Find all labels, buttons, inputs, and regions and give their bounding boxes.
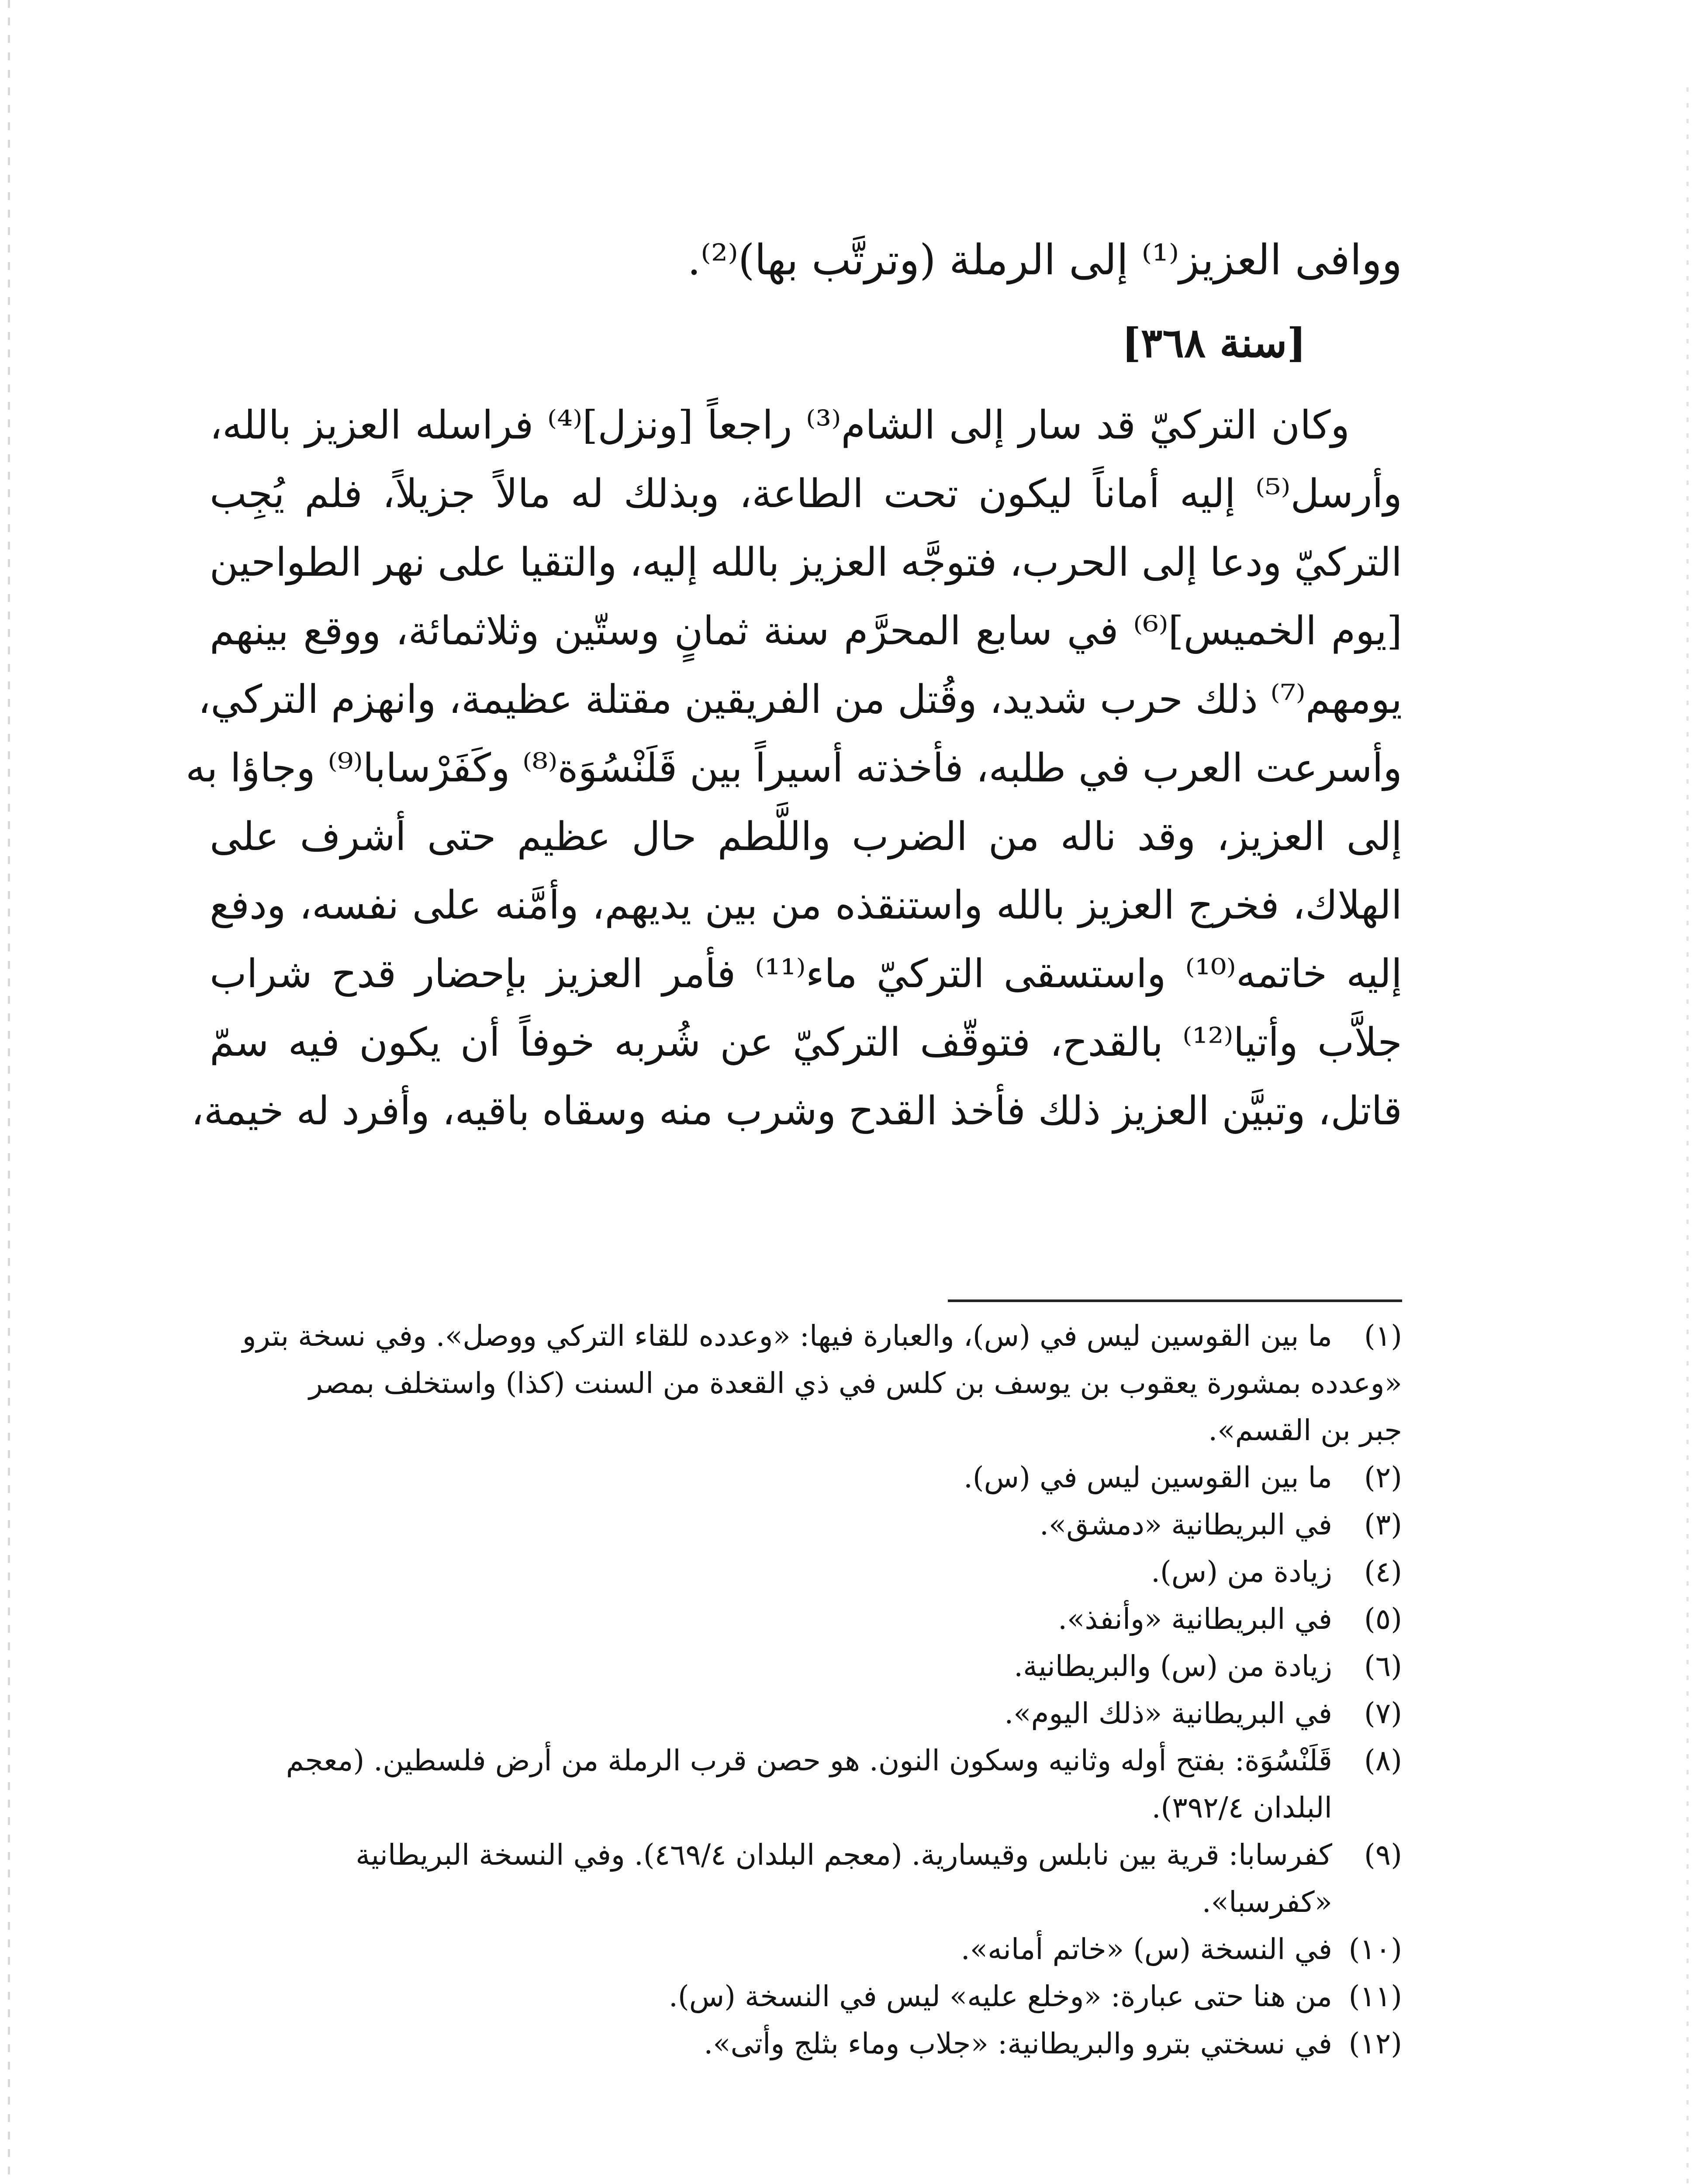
footnote-number: (٨) xyxy=(1364,1744,1402,1777)
intro-line: ووافى العزيز⁽¹⁾ إلى الرملة (وترتَّب بها)⁽²⁾. xyxy=(687,235,1402,284)
body-line: الهلاك، فخرج العزيز بالله واستنقذه من بين يديهم، وأمَّنه على نفسه، ودفع xyxy=(210,882,1402,928)
footnote-number: (٣) xyxy=(1364,1508,1402,1541)
body-paragraph xyxy=(185,391,1403,1145)
footnote xyxy=(210,1313,1402,1454)
footnote-number: (٧) xyxy=(1364,1697,1402,1730)
footnote xyxy=(210,1926,1402,1973)
body-line: إلى العزيز، وقد ناله من الضرب واللَّطم حال عظيم حتى أشرف على xyxy=(210,814,1402,860)
footnote-text xyxy=(210,1737,1332,1832)
footnote-line: قَلَنْسُوَة: بفتح أوله وثانيه وسكون النون. هو حصن قرب الرملة من أرض فلسطين. (معجم xyxy=(286,1744,1332,1777)
footnote-line: ما بين القوسين ليس في (س)، والعبارة فيها: «وعدده للقاء التركي ووصل». وفي نسخة بترو xyxy=(242,1319,1332,1353)
footnote-line: كفرسابا: قرية بين نابلس وقيسارية. (معجم البلدان ٤٦٩/٤). وفي النسخة البريطانية xyxy=(356,1838,1332,1872)
footnote-line: «كفرسبا». xyxy=(1202,1885,1332,1919)
footnote-text xyxy=(210,1832,1332,1926)
body-line: يومهم⁽⁷⁾ ذلك حرب شديد، وقُتل من الفريقين مقتلة عظيمة، وانهزم التركي، xyxy=(198,677,1402,722)
footnote-number: (٦) xyxy=(1364,1649,1402,1683)
footnote-number: (١٢) xyxy=(1348,2027,1402,2060)
footnote-number: (١١) xyxy=(1348,1980,1402,2013)
footnote xyxy=(210,2020,1402,2067)
body-line: [يوم الخميس]⁽⁶⁾ في سابع المحرَّم سنة ثمانٍ وستّين وثلاثمائة، ووقع بينهم xyxy=(210,608,1403,654)
footnote-text: من هنا حتى عبارة: «وخلع عليه» ليس في النسخة (س). xyxy=(669,1980,1332,2013)
footnote-line: «وعدده بمشورة يعقوب بن يوسف بن كلس في ذي القعدة من السنت (كذا) واستخلف بمصر xyxy=(309,1366,1402,1400)
body-line: قاتل، وتبيَّن العزيز ذلك فأخذ القدح وشرب منه وسقاه باقيه، وأفرد له خيمة، xyxy=(191,1088,1402,1134)
footnote-text: زيادة من (س) والبريطانية. xyxy=(1014,1649,1332,1683)
footnote-text: في البريطانية «وأنفذ». xyxy=(1058,1602,1332,1636)
footnote-text xyxy=(210,1313,1402,1454)
footnote xyxy=(210,1548,1402,1596)
year-heading: [سنة ٣٦٨] xyxy=(1122,319,1306,366)
footnote-text: ما بين القوسين ليس في (س). xyxy=(963,1461,1332,1494)
footnote-line: البلدان ٣٩٢/٤). xyxy=(1151,1791,1332,1825)
footnote-separator xyxy=(948,1299,1402,1302)
footnote xyxy=(210,1596,1402,1643)
body-line: وأرسل⁽⁵⁾ إليه أماناً ليكون تحت الطاعة، وبذلك له مالاً جزيلاً، فلم يُجِب xyxy=(210,471,1402,517)
footnote xyxy=(210,1737,1402,1832)
scan-edge-left xyxy=(8,0,10,2184)
footnote xyxy=(210,1690,1402,1737)
body-line: إليه خاتمه⁽¹⁰⁾ واستسقى التركيّ ماء⁽¹¹⁾ فأمر العزيز بإحضار قدح شراب xyxy=(210,951,1402,997)
footnote-number: (١) xyxy=(1364,1319,1402,1353)
footnote-text: زيادة من (س). xyxy=(1151,1555,1332,1589)
footnote-line: جبر بن القسم». xyxy=(1208,1413,1402,1447)
footnote xyxy=(210,1973,1402,2020)
footnote xyxy=(210,1454,1402,1501)
footnote-number: (٢) xyxy=(1364,1461,1402,1494)
footnote-number: (٩) xyxy=(1364,1838,1402,1872)
footnote-number: (٤) xyxy=(1364,1555,1402,1589)
body-line: وكان التركيّ قد سار إلى الشام⁽³⁾ راجعاً [ونزل]⁽⁴⁾ فراسله العزيز بالله، xyxy=(210,402,1350,448)
footnote xyxy=(210,1643,1402,1690)
footnote xyxy=(210,1501,1402,1548)
footnote-text: في نسختي بترو والبريطانية: «جلاب وماء بثلج وأتى». xyxy=(704,2027,1332,2060)
footnote xyxy=(210,1832,1402,1926)
body-line: جلاَّب وأتيا⁽¹²⁾ بالقدح، فتوقّف التركيّ عن شُربه خوفاً أن يكون فيه سمّ xyxy=(210,1019,1402,1065)
footnote-number: (١٠) xyxy=(1348,1932,1402,1966)
body-line: التركيّ ودعا إلى الحرب، فتوجَّه العزيز بالله إليه، والتقيا على نهر الطواحين xyxy=(209,539,1402,585)
footnote-text: في البريطانية «دمشق». xyxy=(1040,1508,1332,1541)
scan-edge-right xyxy=(1686,87,1689,2184)
footnote-number: (٥) xyxy=(1364,1602,1402,1636)
footnote-text: في النسخة (س) «خاتم أمانه». xyxy=(961,1932,1332,1966)
page xyxy=(185,0,1403,2184)
footnotes xyxy=(210,1313,1402,2067)
body-line: وأسرعت العرب في طلبه، فأخذته أسيراً بين قَلَنْسُوَة⁽⁸⁾ وكَفَرْسابا⁽⁹⁾ وجاؤا به xyxy=(185,745,1402,791)
footnote-text: في البريطانية «ذلك اليوم». xyxy=(1004,1697,1332,1730)
